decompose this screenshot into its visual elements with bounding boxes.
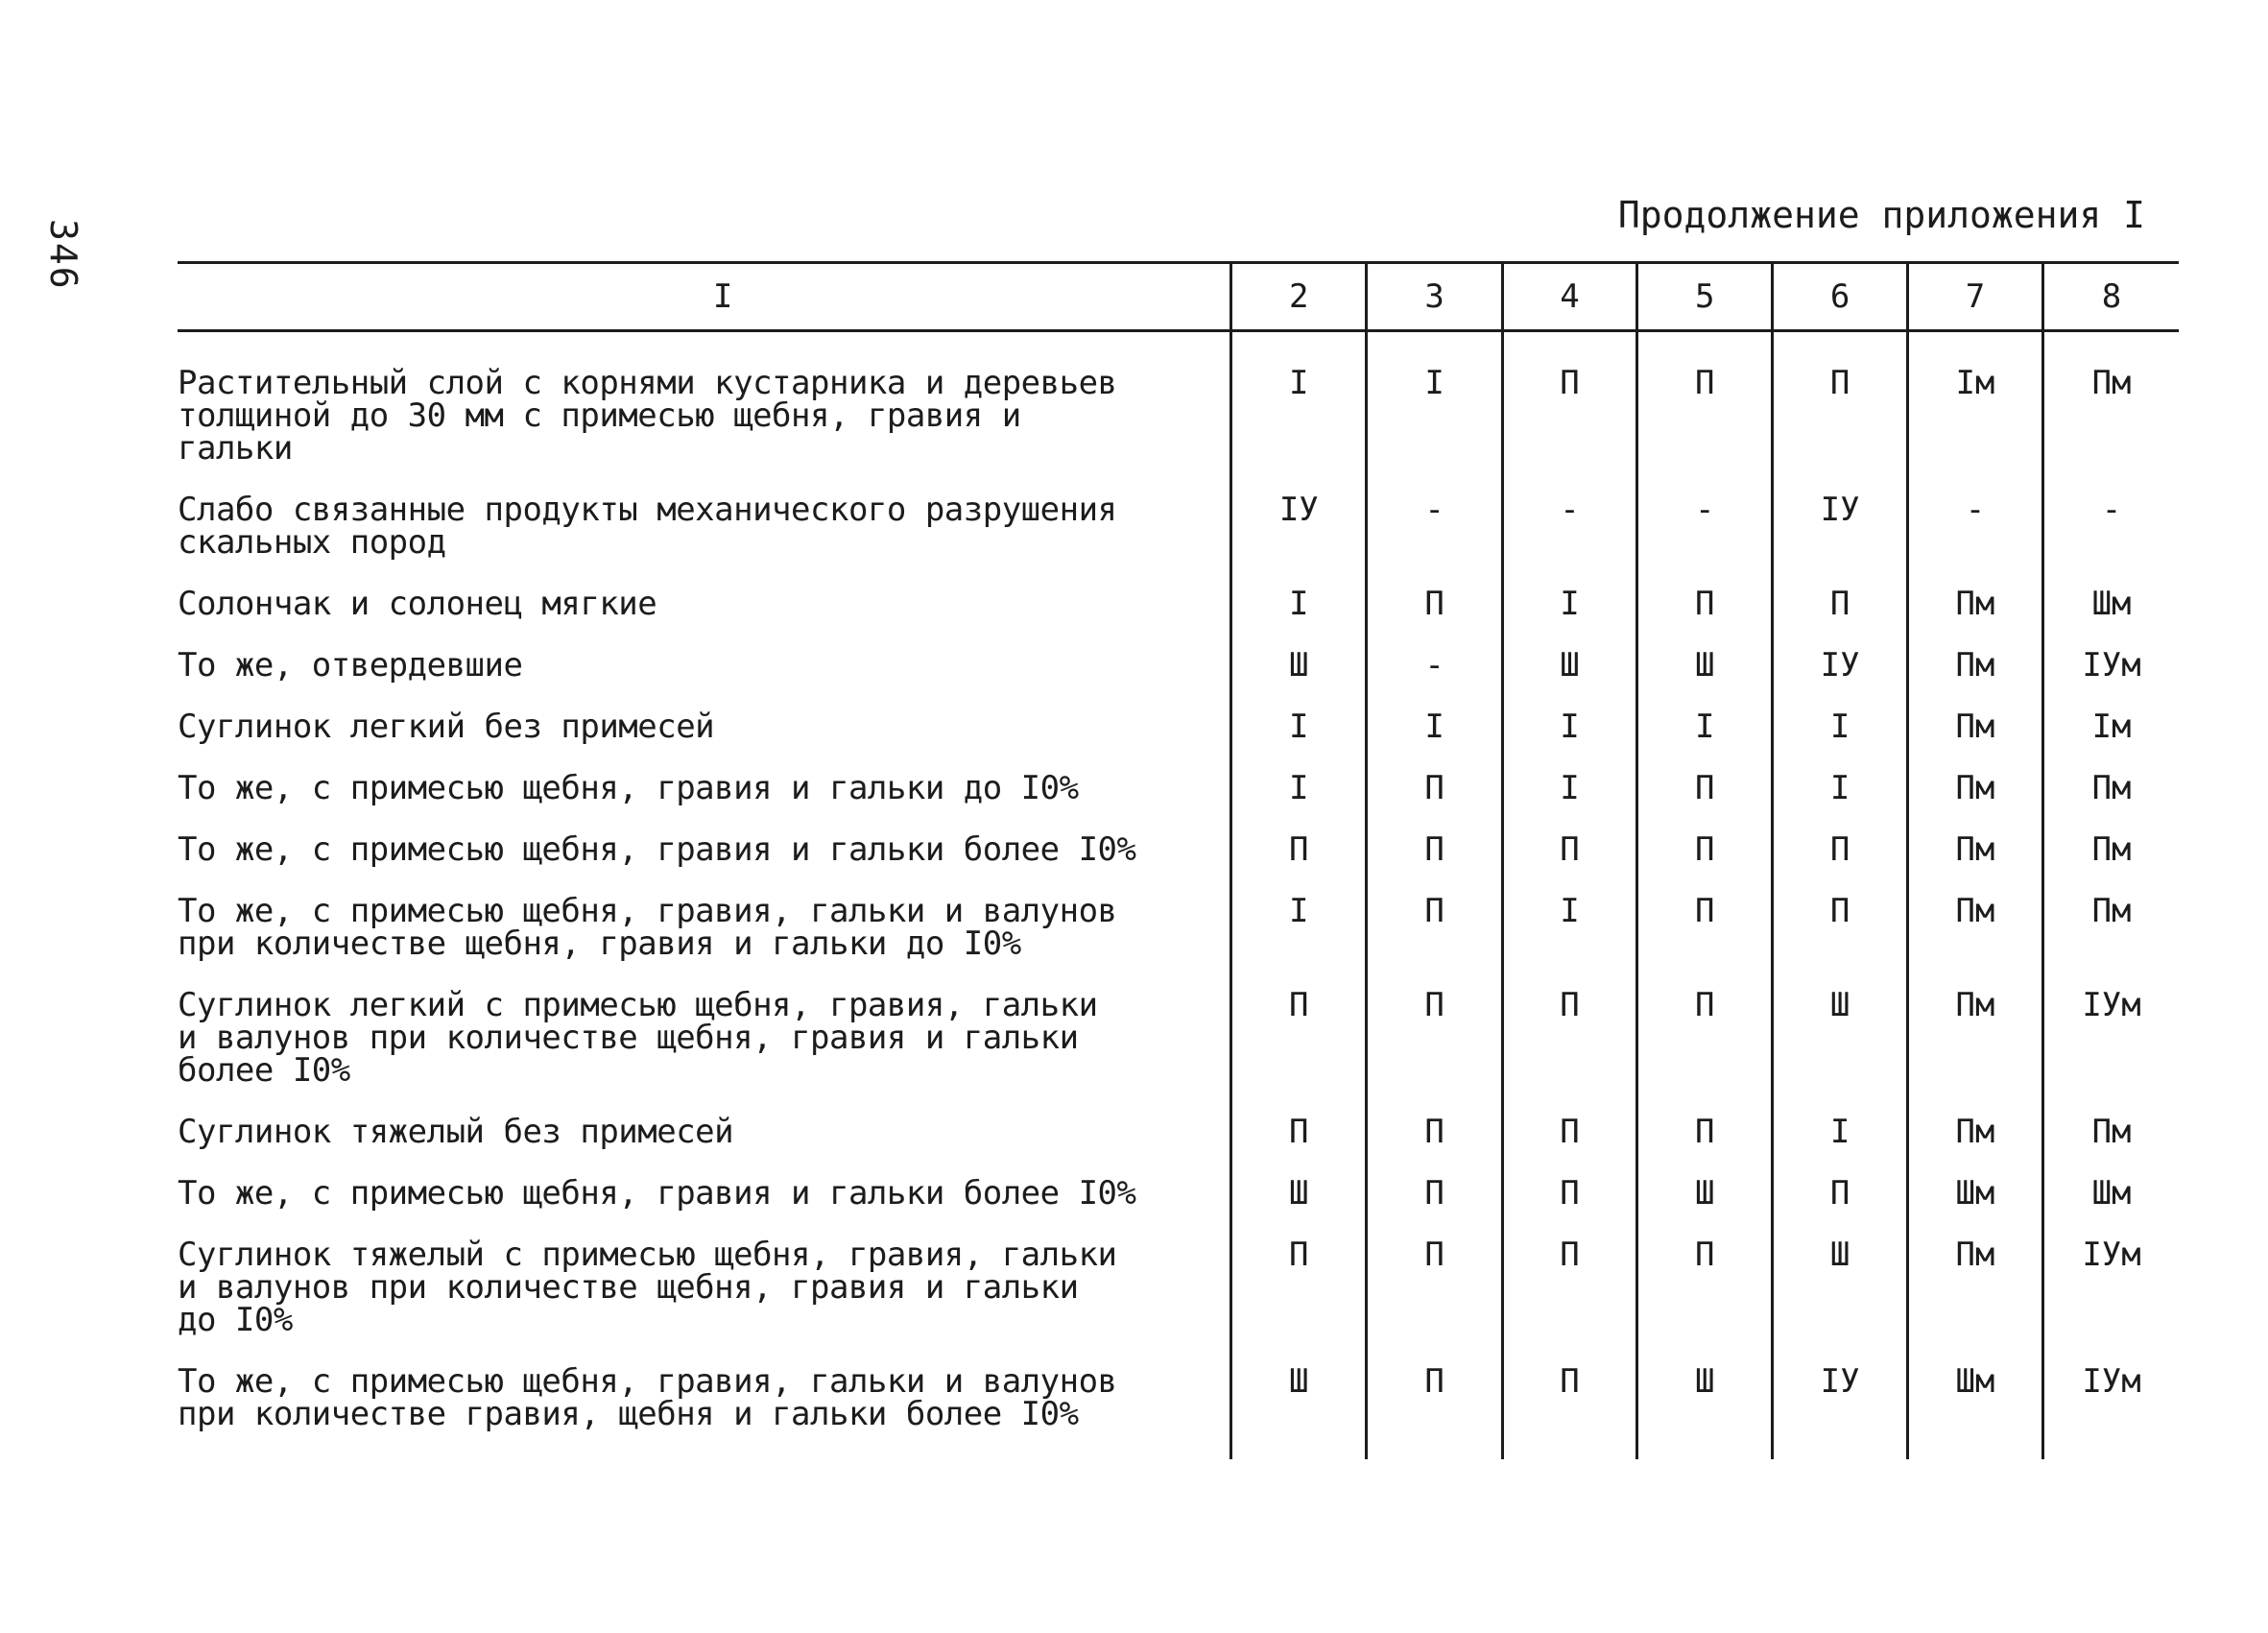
category-cell: I	[1773, 1116, 1907, 1177]
category-cell: Ш	[1231, 1365, 1367, 1459]
table-row	[178, 493, 2179, 588]
category-cell: I	[1773, 710, 1907, 772]
category-cell: I	[1367, 710, 1502, 772]
soil-description: То же, с примесью щебня, гравия и гальки до I0%	[178, 769, 1079, 807]
category-cell: П	[1502, 833, 1636, 895]
category-cell: П	[1773, 331, 1907, 494]
category-cell: Пм	[2043, 895, 2179, 989]
category-cell: П	[1637, 833, 1773, 895]
category-cell: П	[1231, 833, 1367, 895]
category-cell: IУм	[2043, 1365, 2179, 1459]
category-cell: Ш	[1502, 649, 1636, 710]
category-cell: П	[1367, 895, 1502, 989]
category-cell: Пм	[1907, 588, 2042, 649]
category-cell: Ш	[1637, 1365, 1773, 1459]
category-cell: IУ	[1773, 493, 1907, 588]
category-cell: П	[1637, 989, 1773, 1116]
column-header: 7	[1907, 263, 2042, 331]
soil-description: Суглинок тяжелый без примесей	[178, 1113, 734, 1151]
table-row	[178, 772, 2179, 833]
header-row	[178, 263, 2179, 331]
table-row	[178, 1177, 2179, 1238]
category-cell: П	[1773, 895, 1907, 989]
category-cell: Пм	[1907, 833, 2042, 895]
category-cell: I	[1231, 331, 1367, 494]
category-cell: П	[1502, 1177, 1636, 1238]
category-cell: I	[1502, 710, 1636, 772]
category-cell: П	[1637, 895, 1773, 989]
category-cell: П	[1502, 989, 1636, 1116]
soil-description: То же, отвердевшие	[178, 646, 523, 684]
category-cell: Iм	[2043, 710, 2179, 772]
category-cell: Пм	[1907, 989, 2042, 1116]
table-row	[178, 1116, 2179, 1177]
soil-description: Суглинок легкий с примесью щебня, гравия, гальки и валунов при количестве щебня, гравия и гальки более I0%	[178, 986, 1098, 1090]
table-row	[178, 833, 2179, 895]
category-cell: Iм	[1907, 331, 2042, 494]
category-cell: Ш	[1231, 1177, 1367, 1238]
table-row	[178, 649, 2179, 710]
category-cell: I	[1367, 331, 1502, 494]
category-cell: I	[1502, 772, 1636, 833]
category-cell: I	[1231, 772, 1367, 833]
category-cell: Пм	[2043, 772, 2179, 833]
category-cell: П	[1773, 1177, 1907, 1238]
category-cell: П	[1637, 1116, 1773, 1177]
category-cell: П	[1367, 588, 1502, 649]
category-cell: П	[1773, 833, 1907, 895]
category-cell: П	[1367, 1177, 1502, 1238]
table-row	[178, 331, 2179, 494]
category-cell: П	[1367, 1116, 1502, 1177]
table-row	[178, 1365, 2179, 1459]
soil-description: Солончак и солонец мягкие	[178, 585, 657, 623]
category-cell: Ш	[1773, 1238, 1907, 1365]
category-cell: П	[1231, 1238, 1367, 1365]
category-cell: Пм	[1907, 772, 2042, 833]
table-row	[178, 895, 2179, 989]
category-cell: Пм	[1907, 895, 2042, 989]
continuation-heading: Продолжение приложения I	[1617, 194, 2145, 236]
category-cell: Ш	[1773, 989, 1907, 1116]
category-cell: -	[1907, 493, 2042, 588]
category-cell: IУ	[1773, 649, 1907, 710]
table-row	[178, 1238, 2179, 1365]
category-cell: П	[1502, 1365, 1636, 1459]
column-header: 4	[1502, 263, 1636, 331]
category-cell: Шм	[2043, 588, 2179, 649]
table-row	[178, 989, 2179, 1116]
category-cell: -	[1502, 493, 1636, 588]
category-cell: -	[1367, 649, 1502, 710]
category-cell: I	[1502, 588, 1636, 649]
category-cell: П	[1367, 1238, 1502, 1365]
category-cell: IУм	[2043, 989, 2179, 1116]
category-cell: Пм	[1907, 1238, 2042, 1365]
category-cell: Ш	[1637, 1177, 1773, 1238]
soil-description: То же, с примесью щебня, гравия, гальки и валунов при количестве щебня, гравия и гальки до I0%	[178, 892, 1117, 963]
table-row	[178, 588, 2179, 649]
category-cell: Ш	[1231, 649, 1367, 710]
category-cell: -	[1637, 493, 1773, 588]
category-cell: I	[1231, 588, 1367, 649]
category-cell: IУм	[2043, 1238, 2179, 1365]
category-cell: I	[1502, 895, 1636, 989]
column-header: 8	[2043, 263, 2179, 331]
category-cell: Шм	[2043, 1177, 2179, 1238]
soil-description: Слабо связанные продукты механического разрушения скальных пород	[178, 491, 1117, 562]
category-cell: IУ	[1773, 1365, 1907, 1459]
category-cell: П	[1502, 1238, 1636, 1365]
category-cell: Пм	[1907, 649, 2042, 710]
category-cell: Пм	[2043, 331, 2179, 494]
category-cell: -	[2043, 493, 2179, 588]
category-cell: П	[1367, 989, 1502, 1116]
soil-description: То же, с примесью щебня, гравия и гальки более I0%	[178, 830, 1136, 869]
column-header: 6	[1773, 263, 1907, 331]
category-cell: I	[1231, 710, 1367, 772]
category-cell: Ш	[1637, 649, 1773, 710]
category-cell: П	[1637, 588, 1773, 649]
table-row	[178, 710, 2179, 772]
category-cell: I	[1231, 895, 1367, 989]
category-cell: IУ	[1231, 493, 1367, 588]
column-header: 2	[1231, 263, 1367, 331]
soil-description: То же, с примесью щебня, гравия, гальки и валунов при количестве гравия, щебня и гальки более I0%	[178, 1362, 1117, 1433]
category-cell: Пм	[2043, 833, 2179, 895]
soil-description: Растительный слой с корнями кустарника и деревьев толщиной до 30 мм с примесью щебня, гравия и гальки	[178, 364, 1117, 468]
column-header: 3	[1367, 263, 1502, 331]
category-cell: П	[1637, 331, 1773, 494]
column-header: I	[178, 263, 1231, 331]
category-cell: П	[1502, 1116, 1636, 1177]
category-cell: П	[1367, 833, 1502, 895]
category-cell: П	[1231, 989, 1367, 1116]
category-cell: П	[1637, 1238, 1773, 1365]
category-cell: П	[1367, 772, 1502, 833]
category-cell: Шм	[1907, 1365, 2042, 1459]
category-cell: Пм	[2043, 1116, 2179, 1177]
page-number: 346	[42, 219, 84, 291]
category-cell: Шм	[1907, 1177, 2042, 1238]
category-cell: П	[1773, 588, 1907, 649]
category-cell: I	[1637, 710, 1773, 772]
category-cell: Пм	[1907, 1116, 2042, 1177]
category-cell: П	[1637, 772, 1773, 833]
category-cell: IУм	[2043, 649, 2179, 710]
category-cell: -	[1367, 493, 1502, 588]
category-cell: П	[1502, 331, 1636, 494]
soil-classification-table	[178, 261, 2179, 1459]
category-cell: Пм	[1907, 710, 2042, 772]
soil-description: То же, с примесью щебня, гравия и гальки более I0%	[178, 1174, 1136, 1213]
category-cell: П	[1231, 1116, 1367, 1177]
soil-description: Суглинок легкий без примесей	[178, 708, 715, 746]
category-cell: I	[1773, 772, 1907, 833]
category-cell: П	[1367, 1365, 1502, 1459]
soil-description: Суглинок тяжелый с примесью щебня, гравия, гальки и валунов при количестве щебня, гравия и гальки до I0%	[178, 1236, 1117, 1339]
column-header: 5	[1637, 263, 1773, 331]
